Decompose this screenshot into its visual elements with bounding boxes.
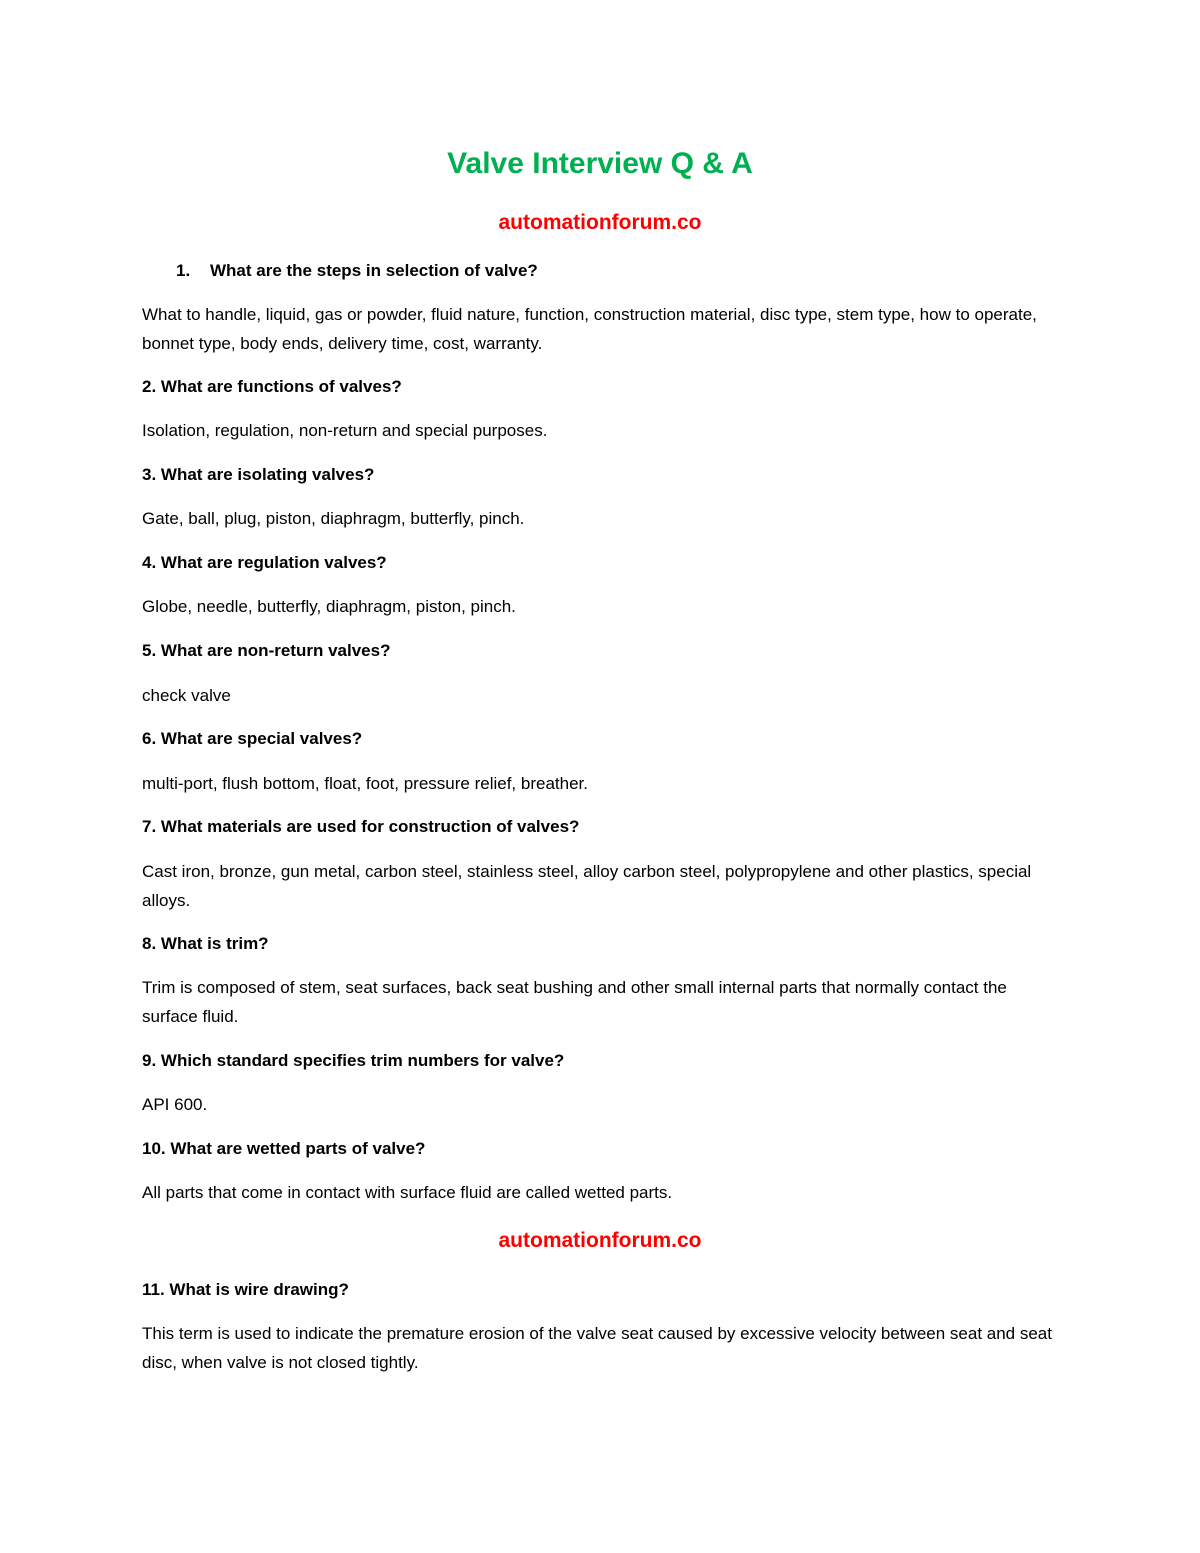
question-3: 3. What are isolating valves?	[142, 465, 375, 484]
document-title: Valve Interview Q & A	[447, 147, 753, 180]
question-2: 2. What are functions of valves?	[142, 377, 402, 396]
answer-9: API 600.	[142, 1095, 208, 1114]
question-8: 8. What is trim?	[142, 934, 269, 953]
question-6: 6. What are special valves?	[142, 729, 363, 748]
question-5: 5. What are non-return valves?	[142, 641, 391, 660]
answer-11: This term is used to indicate the premature erosion of the valve seat caused by excessive velocity between seat and seat disc, when valve is not closed tightly.	[142, 1324, 1052, 1372]
answer-10: All parts that come in contact with surface fluid are called wetted parts.	[142, 1183, 673, 1202]
answer-3: Gate, ball, plug, piston, diaphragm, butterfly, pinch.	[142, 509, 525, 528]
question-10: 10. What are wetted parts of valve?	[142, 1139, 426, 1158]
answer-8: Trim is composed of stem, seat surfaces, back seat bushing and other small internal parts that normally contact the surface fluid.	[142, 978, 1007, 1026]
site-name-top: automationforum.co	[498, 211, 702, 234]
question-9: 9. Which standard specifies trim numbers for valve?	[142, 1051, 565, 1070]
question-1	[176, 257, 1092, 285]
question-1-text: What are the steps in selection of valve?	[210, 261, 538, 280]
question-1-number: 1.	[176, 261, 191, 280]
answer-1: What to handle, liquid, gas or powder, fluid nature, function, construction material, disc type, stem type, how to operate, bonnet type, body ends, delivery time, cost, warranty.	[142, 305, 1037, 353]
question-4: 4. What are regulation valves?	[142, 553, 387, 572]
answer-2: Isolation, regulation, non-return and special purposes.	[142, 421, 548, 440]
answer-7: Cast iron, bronze, gun metal, carbon steel, stainless steel, alloy carbon steel, polypropylene and other plastics, special alloys.	[142, 862, 1032, 910]
answer-6: multi-port, flush bottom, float, foot, pressure relief, breather.	[142, 774, 588, 793]
answer-5: check valve	[142, 686, 231, 705]
site-name-middle: automationforum.co	[498, 1229, 702, 1252]
question-11: 11. What is wire drawing?	[142, 1280, 349, 1299]
answer-4: Globe, needle, butterfly, diaphragm, piston, pinch.	[142, 597, 516, 616]
question-7: 7. What materials are used for construction of valves?	[142, 817, 580, 836]
